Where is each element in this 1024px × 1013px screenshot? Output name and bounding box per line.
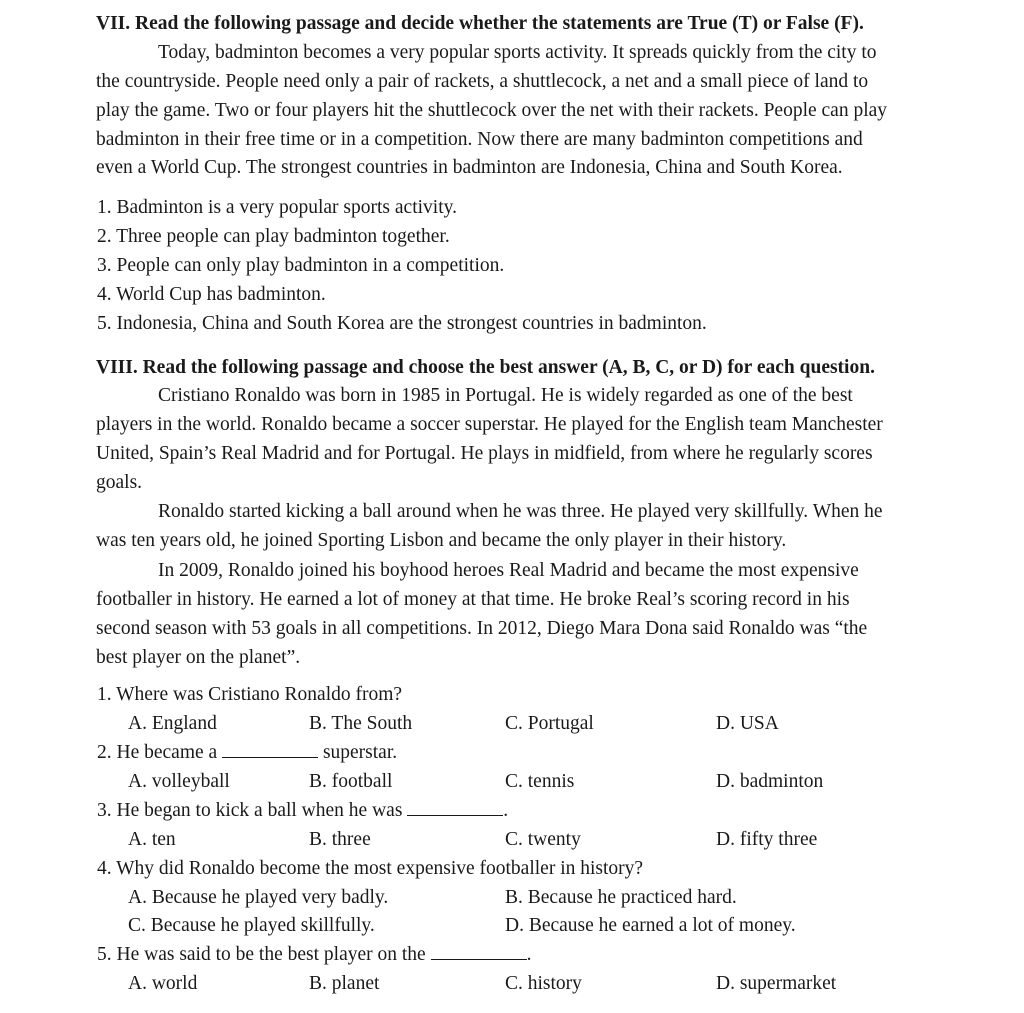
option-b[interactable]: B. three [309,829,371,850]
question-2 [97,741,977,765]
passage-line: was ten years old, he joined Sporting Lisbon and became the only player in their history. [96,530,787,551]
option-a[interactable]: A. world [128,973,198,994]
option-a[interactable]: A. ten [128,829,176,850]
passage-line: even a World Cup. The strongest countries in badminton are Indonesia, China and South Korea. [96,157,843,178]
answer-blank[interactable] [222,741,318,758]
passage-line: United, Spain’s Real Madrid and for Portugal. He plays in midfield, from where he regularly scores [96,443,873,464]
question-text: 5. He was said to be the best player on the [97,944,426,965]
passage-line: play the game. Two or four players hit the shuttlecock over the net with their rackets. People can play [96,100,888,121]
option-a[interactable]: A. Because he played very badly. [128,887,389,908]
option-c[interactable]: C. twenty [505,829,581,850]
question-text-end: . [503,800,509,821]
question-text: 1. Where was Cristiano Ronaldo from? [97,684,403,705]
option-b[interactable]: B. Because he practiced hard. [505,887,737,908]
option-c[interactable]: C. Because he played skillfully. [128,915,375,936]
statement-4: 4. World Cup has badminton. [97,284,326,305]
answer-blank[interactable] [431,943,527,960]
option-d[interactable]: D. badminton [716,771,824,792]
statement-1: 1. Badminton is a very popular sports activity. [97,197,457,218]
option-b[interactable]: B. football [309,771,393,792]
passage-line: the countryside. People need only a pair of rackets, a shuttlecock, a net and a small piece of land to [96,71,869,92]
statement-2: 2. Three people can play badminton together. [97,226,450,247]
section-8-heading: VIII. Read the following passage and choose the best answer (A, B, C, or D) for each question. [96,357,875,378]
option-d[interactable]: D. Because he earned a lot of money. [505,915,796,936]
passage-line: goals. [96,472,143,493]
passage-line: players in the world. Ronaldo became a soccer superstar. He played for the English team Manchester [96,414,883,435]
question-1 [97,683,977,707]
question-text-end: superstar. [322,742,398,763]
option-c[interactable]: C. Portugal [505,713,594,734]
question-text-end: . [526,944,532,965]
option-a[interactable]: A. England [128,713,217,734]
passage-line: Ronaldo started kicking a ball around when he was three. He played very skillfully. When he [158,501,883,522]
question-5 [97,943,977,967]
passage-line: best player on the planet”. [96,647,301,668]
passage-line: Today, badminton becomes a very popular sports activity. It spreads quickly from the city to [158,42,877,63]
answer-blank[interactable] [407,799,503,816]
passage-line: second season with 53 goals in all competitions. In 2012, Diego Mara Dona said Ronaldo was “the [96,618,868,639]
option-c[interactable]: C. tennis [505,771,575,792]
option-d[interactable]: D. fifty three [716,829,818,850]
option-b[interactable]: B. planet [309,973,380,994]
passage-line: In 2009, Ronaldo joined his boyhood heroes Real Madrid and became the most expensive [158,560,859,581]
question-text: 3. He began to kick a ball when he was [97,800,403,821]
passage-line: badminton in their free time or in a competition. Now there are many badminton competitions and [96,129,863,150]
question-4 [97,857,977,881]
statement-3: 3. People can only play badminton in a competition. [97,255,505,276]
option-d[interactable]: D. USA [716,713,779,734]
option-c[interactable]: C. history [505,973,582,994]
question-text: 2. He became a [97,742,218,763]
question-3 [97,799,977,823]
statement-5: 5. Indonesia, China and South Korea are the strongest countries in badminton. [97,313,707,334]
passage-line: footballer in history. He earned a lot of money at that time. He broke Real’s scoring record in his [96,589,850,610]
passage-line: Cristiano Ronaldo was born in 1985 in Portugal. He is widely regarded as one of the best [158,385,853,406]
question-text: 4. Why did Ronaldo become the most expensive footballer in history? [97,858,644,879]
option-a[interactable]: A. volleyball [128,771,230,792]
section-7-heading: VII. Read the following passage and decide whether the statements are True (T) or False (F). [96,13,864,34]
option-d[interactable]: D. supermarket [716,973,837,994]
option-b[interactable]: B. The South [309,713,413,734]
